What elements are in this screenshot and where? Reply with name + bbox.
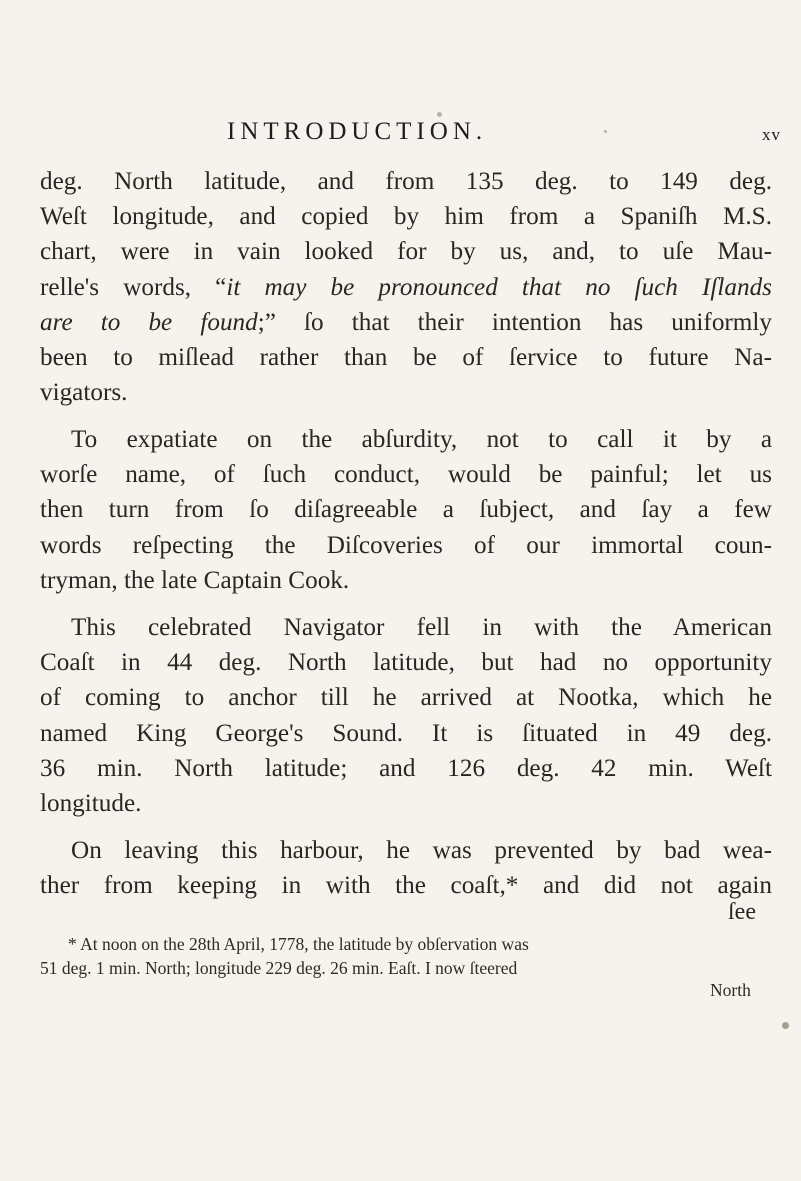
footnote (40, 932, 772, 980)
text-line: worſe name, of ſuch conduct, would be painful; let us (40, 461, 772, 489)
italic-quote: it may be pronounced that no ſuch Iſlands (226, 273, 772, 301)
text-line: Weſt longitude, and copied by him from a Spaniſh M.S. (40, 203, 772, 231)
text-line: chart, were in vain looked for by us, and, to uſe Mau- (40, 238, 772, 266)
paragraph-1 (40, 164, 772, 410)
text-line (40, 270, 772, 305)
text-line: words reſpecting the Diſcoveries of our immortal coun- (40, 531, 772, 559)
paragraph-2 (40, 422, 772, 598)
text-line: vigators. (40, 379, 128, 407)
foxing-spot (437, 112, 442, 117)
text-line: named King George's Sound. It is ſituated in 49 deg. (40, 719, 772, 747)
text-line: then turn from ſo diſagreeable a ſubject, and ſay a few (40, 496, 772, 524)
text-line: longitude. (40, 789, 142, 817)
foxing-spot (604, 130, 607, 133)
text-line: deg. North latitude, and from 135 deg. to 149 deg. (40, 168, 772, 195)
footnote-line: * At noon on the 28th April, 1778, the latitude by obſervation was (68, 934, 529, 954)
text-line: of coming to anchor till he arrived at Nootka, which he (40, 684, 772, 712)
text-segment: relle's words, “ (40, 273, 227, 301)
footnote-line: 51 deg. 1 min. North; longitude 229 deg. 26 min. Eaſt. I now ſteered (40, 958, 518, 978)
text-line (40, 305, 772, 340)
text-line: 36 min. North latitude; and 126 deg. 42 min. Weſt (40, 754, 772, 782)
page-number: xv (762, 125, 781, 144)
catchword: ſee (728, 899, 756, 925)
foxing-spot (782, 1022, 789, 1029)
text-line: To expatiate on the abſurdity, not to call it by a (71, 426, 772, 453)
text-line: On leaving this harbour, he was prevented by bad wea- (71, 837, 772, 864)
footnote-catchword: North (710, 980, 751, 1000)
running-title: INTRODUCTION. (227, 118, 488, 145)
text-segment: ;” ſo that their intention has uniformly (257, 308, 772, 336)
text-line: tryman, the late Captain Cook. (40, 566, 350, 594)
paragraph-3 (40, 610, 772, 821)
italic-quote: are to be found (40, 308, 258, 336)
text-line: This celebrated Navigator fell in with the American (71, 614, 772, 641)
text-line: ther from keeping in with the coaſt,* and did not again (40, 872, 772, 900)
paragraph-4 (40, 833, 772, 903)
text-line: been to miſlead rather than be of ſervice to future Na- (40, 343, 772, 371)
text-line: Coaſt in 44 deg. North latitude, but had no opportunity (40, 649, 772, 677)
